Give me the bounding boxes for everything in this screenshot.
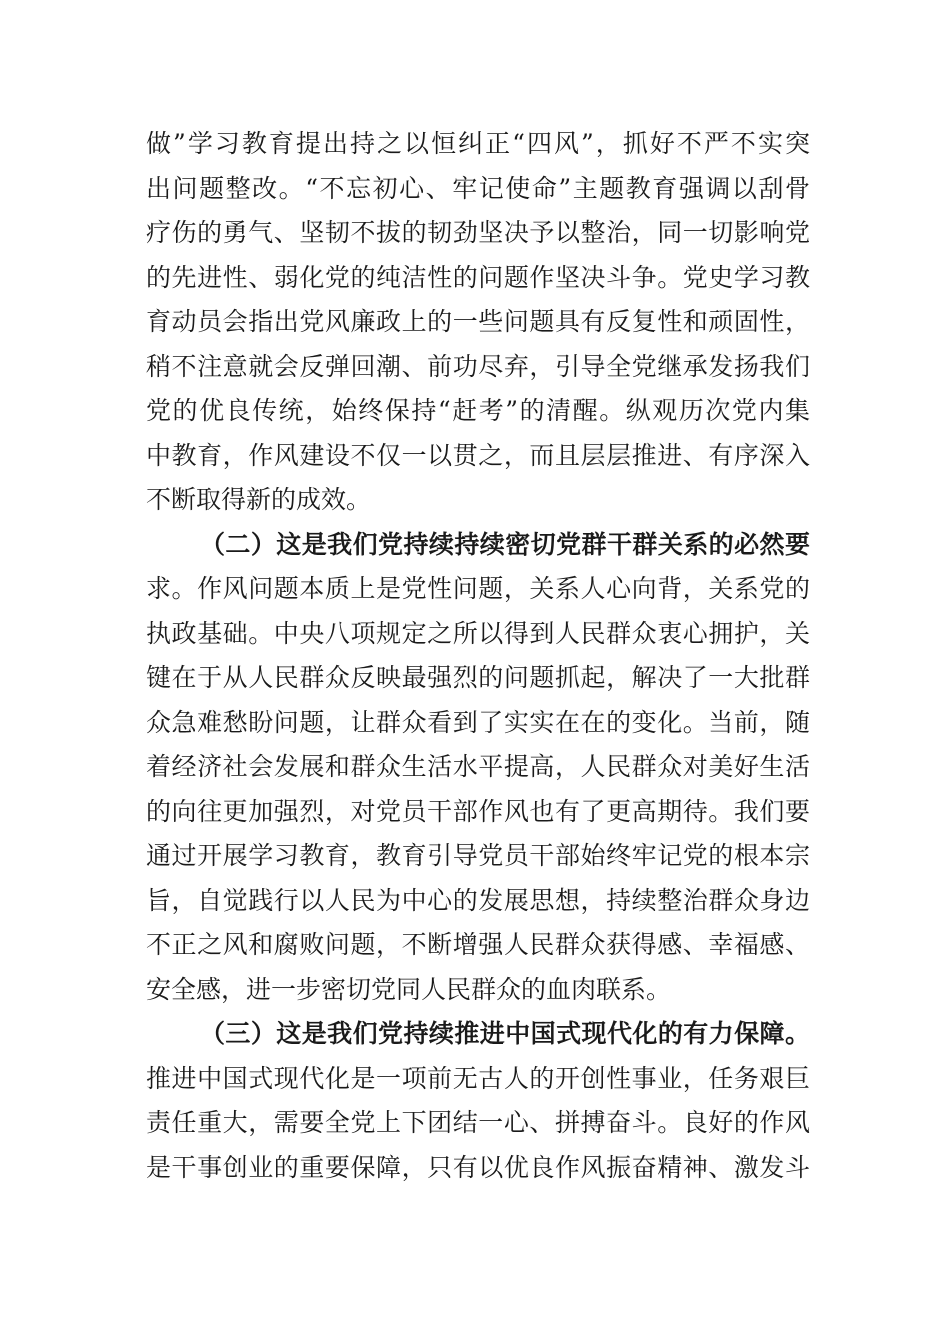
paragraph-line: 中教育，作风建设不仅一以贯之，而且层层推进、有序深入 [146,441,810,470]
section-heading-3: （三）这是我们党持续推进中国式现代化的有力保障。 [200,1019,810,1048]
paragraph-line: 求。作风问题本质上是党性问题，关系人心向背，关系党的 [146,574,810,603]
paragraph-line: 推进中国式现代化是一项前无古人的开创性事业，任务艰巨 [146,1064,810,1093]
paragraph-line: 旨，自觉践行以人民为中心的发展思想，持续整治群众身边 [146,886,810,915]
paragraph-line: 通过开展学习教育，教育引导党员干部始终牢记党的根本宗 [146,841,810,870]
paragraph-line: 是干事创业的重要保障，只有以优良作风振奋精神、激发斗 [146,1153,810,1182]
paragraph-line: 着经济社会发展和群众生活水平提高，人民群众对美好生活 [146,752,810,781]
paragraph-line: 执政基础。中央八项规定之所以得到人民群众衷心拥护，关 [146,619,810,648]
paragraph-line: 疗伤的勇气、坚韧不拔的韧劲坚决予以整治，同一切影响党 [146,218,810,247]
paragraph-line: 党的优良传统，始终保持“赶考”的清醒。纵观历次党内集 [146,396,810,425]
paragraph-line: 键在于从人民群众反映最强烈的问题抓起，解决了一大批群 [146,663,810,692]
paragraph-line: 责任重大，需要全党上下团结一心、拼搏奋斗。良好的作风 [146,1108,810,1137]
paragraph-line: 做”学习教育提出持之以恒纠正“四风”，抓好不严不实突 [146,129,810,158]
paragraph-line: 安全感，进一步密切党同人民群众的血肉联系。 [146,975,672,1004]
paragraph-line: 出问题整改。“不忘初心、牢记使命”主题教育强调以刮骨 [146,174,810,203]
paragraph-line: 不断取得新的成效。 [146,485,372,514]
paragraph-line: 不正之风和腐败问题，不断增强人民群众获得感、幸福感、 [146,930,810,959]
section-heading-2: （二）这是我们党持续持续密切党群干群关系的必然要 [200,530,810,559]
paragraph-line: 众急难愁盼问题，让群众看到了实实在在的变化。当前，随 [146,708,810,737]
paragraph-line: 的向往更加强烈，对党员干部作风也有了更高期待。我们要 [146,797,810,826]
paragraph-line: 稍不注意就会反弹回潮、前功尽弃，引导全党继承发扬我们 [146,352,810,381]
paragraph-line: 的先进性、弱化党的纯洁性的问题作坚决斗争。党史学习教 [146,263,810,292]
paragraph-line: 育动员会指出党风廉政上的一些问题具有反复性和顽固性， [146,307,810,336]
